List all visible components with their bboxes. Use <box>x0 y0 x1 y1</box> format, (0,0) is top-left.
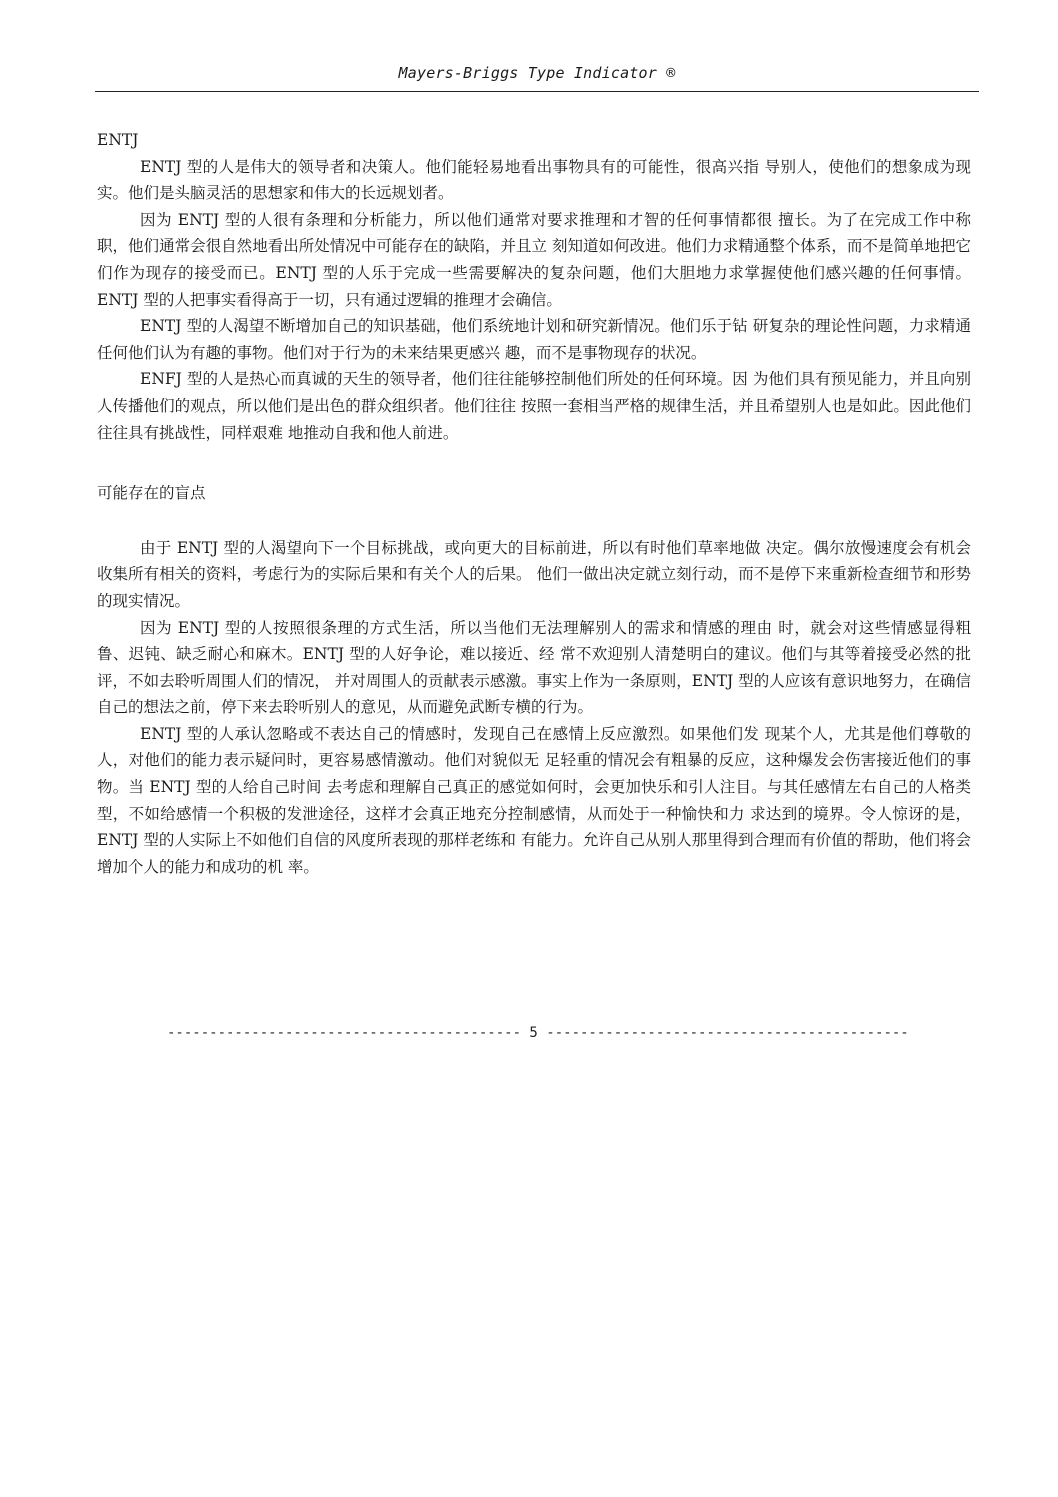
paragraph: 由于 ENTJ 型的人渴望向下一个目标挑战，或向更大的目标前进，所以有时他们草率地做 决定。偶尔放慢速度会有机会收集所有相关的资料，考虑行为的实际后果和有关个人的后果。 他们一做出决定就立刻行动，而不是停下来重新检查细节和形势的现实情况。 <box>97 538 971 610</box>
running-header: Mayers-Briggs Type Indicator ® <box>398 64 676 82</box>
paragraph: ENTJ 型的人渴望不断增加自己的知识基础，他们系统地计划和研究新情况。他们乐于钻 研复杂的理论性问题，力求精通任何他们认为有趣的事物。他们对于行为的未来结果更感兴 趣，而不是事物现存的状况。 <box>97 317 971 362</box>
section-title-entj: ENTJ <box>97 131 139 149</box>
paragraph: ENFJ 型的人是热心而真诚的天生的领导者，他们往往能够控制他们所处的任何环境。因 为他们具有预见能力，并且向别人传播他们的观点，所以他们是出色的群众组织者。他们往往 按照一套相当严格的规律生活，并且希望别人也是如此。因此他们往往具有挑战性，同样艰难 地推动自我和他人前进。 <box>97 370 971 442</box>
paragraph: 因为 ENTJ 型的人按照很条理的方式生活，所以当他们无法理解别人的需求和情感的理由 时，就会对这些情感显得粗鲁、迟钝、缺乏耐心和麻木。ENTJ 型的人好争论，难以接近、经 常不欢迎别人清楚明白的建议。他们与其等着接受必然的批评，不如去聆听周围人们的情况， 并对周围人的贡献表示感激。事实上作为一条原则，ENTJ 型的人应该有意识地努力，在确信 自己的想法之前，停下来去聆听别人的意见，从而避免武断专横的行为。 <box>97 618 971 717</box>
paragraph: ENTJ 型的人是伟大的领导者和决策人。他们能轻易地看出事物具有的可能性，很高兴指 导别人，使他们的想象成为现实。他们是头脑灵活的思想家和伟大的长远规划者。 <box>97 157 971 203</box>
spacer <box>97 507 971 535</box>
page-number-marker: ------------------------------------------ 5 ------------------------------------------- <box>167 1025 909 1041</box>
document-body <box>97 127 971 880</box>
header-divider <box>95 91 979 92</box>
paragraph: 因为 ENTJ 型的人很有条理和分析能力，所以他们通常对要求推理和才智的任何事情都很 擅长。为了在完成工作中称职，他们通常会很自然地看出所处情况中可能存在的缺陷，并且立 刻知道如何改进。他们力求精通整个体系，而不是简单地把它们作为现存的接受而已。ENTJ 型的人乐于完成一些需要解决的复杂问题，他们大胆地力求掌握使他们感兴趣的任何事情。 ENTJ 型的人把事实看得高于一切，只有通过逻辑的推理才会确信。 <box>97 210 971 309</box>
section-title-blind-spots: 可能存在的盲点 <box>97 484 206 503</box>
paragraph: ENTJ 型的人承认忽略或不表达自己的情感时，发现自己在感情上反应激烈。如果他们发 现某个人，尤其是他们尊敬的人，对他们的能力表示疑问时，更容易感情激动。他们对貌似无 足轻重的情况会有粗暴的反应，这种爆发会伤害接近他们的事物。当 ENTJ 型的人给自己时间 去考虑和理解自己真正的感觉如何时，会更加快乐和引人注目。与其任感情左右自己的人格类 型，不如给感情一个积极的发泄途径，这样才会真正地充分控制感情，从而处于一种愉快和力 求达到的境界。令人惊讶的是，ENTJ 型的人实际上不如他们自信的风度所表现的那样老练和 有能力。允许自己从别人那里得到合理而有价值的帮助，他们将会增加个人的能力和成功的机 率。 <box>97 724 971 876</box>
